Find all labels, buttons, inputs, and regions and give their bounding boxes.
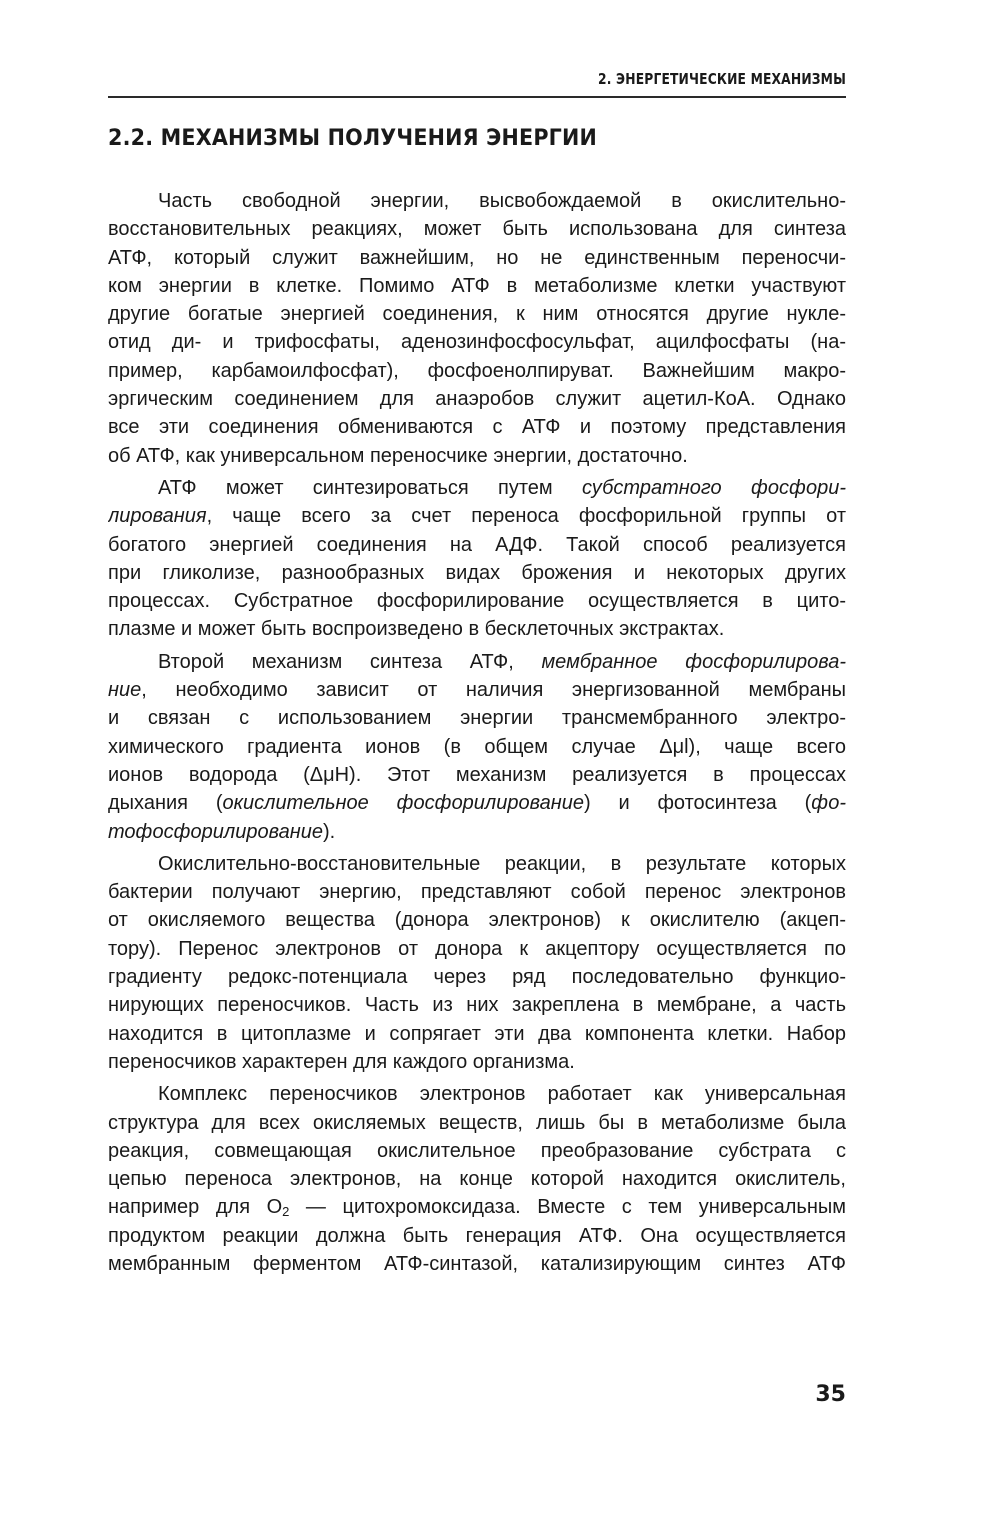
text-line: и связан с использованием энергии трансмембранного электро- (108, 707, 846, 730)
text-line: цепью переноса электронов, на конце которой находится окислитель, (108, 1168, 846, 1191)
text-line: восстановительных реакциях, может быть использована для синтеза (108, 218, 846, 241)
text-line: отид ди- и трифосфаты, аденозинфосфосульфат, ацилфосфаты (на- (108, 331, 846, 354)
text-line: все эти соединения обмениваются с АТФ и поэтому представления (108, 416, 846, 439)
text-line: Окислительно-восстановительные реакции, в результате которых (158, 852, 846, 875)
text-line: химического градиента ионов (в общем случае Δμl), чаще всего (108, 735, 846, 758)
text-line: находится в цитоплазме и сопрягает эти два компонента клетки. Набор (108, 1022, 846, 1045)
italic-term: тофосфорилирование (108, 820, 323, 843)
text-line: структура для всех окисляемых веществ, лишь бы в метаболизме была (108, 1111, 846, 1134)
text-line: тофосфорилирование). (108, 820, 336, 843)
text-line: Второй механизм синтеза АТФ, мембранное фосфорилирова- (158, 650, 846, 673)
text-line: лирования, чаще всего за счет переноса фосфорильной группы от (108, 505, 846, 528)
text-line: при гликолизе, разнообразных видах брожения и некоторых других (108, 561, 846, 584)
italic-term: ние (108, 679, 142, 702)
italic-term: окислительное фосфорилирование (222, 792, 584, 815)
text-line: например для $O_2$ — цитохромоксидаза. Вместе с тем универсальным (108, 1196, 846, 1220)
text-line: процессах. Субстратное фосфорилирование осуществляется в цито- (108, 590, 846, 613)
text-line: Комплекс переносчиков электронов работает как универсальная (158, 1083, 846, 1106)
body-text (108, 187, 846, 1278)
text-line: тору). Перенос электронов от донора к акцептору осуществляется по (108, 937, 846, 960)
text-line: нирующих переносчиков. Часть из них закреплена в мембране, а часть (108, 994, 846, 1017)
text-line: от окисляемого вещества (донора электронов) к окислителю (акцеп- (108, 909, 846, 932)
page-number: 35 (815, 1382, 846, 1407)
text-line: АТФ, который служит важнейшим, но не единственным переносчи- (108, 246, 846, 269)
text-line: переносчиков характерен для каждого организма. (108, 1050, 575, 1073)
text-line: ком энергии в клетке. Помимо АТФ в метаболизме клетки участвуют (108, 274, 846, 297)
text-line: реакция, совмещающая окислительное преобразование субстрата с (108, 1139, 846, 1162)
italic-term: субстратного фосфори- (581, 476, 846, 499)
text-line: АТФ может синтезироваться путем субстратного фосфори- (158, 476, 846, 499)
text-line: богатого энергией соединения на АДФ. Такой способ реализуется (108, 533, 846, 556)
text-line: Часть свободной энергии, высвобождаемой в окислительно- (158, 190, 846, 212)
italic-term: лирования (108, 505, 207, 528)
text-line: градиенту редокс-потенциала через ряд последовательно функцио- (108, 966, 846, 989)
text-line: продуктом реакции должна быть генерация АТФ. Она осуществляется (108, 1224, 846, 1247)
text-line: ние, необходимо зависит от наличия энергизованной мембраны (108, 679, 846, 702)
text-line: об АТФ, как универсальном переносчике энергии, достаточно. (108, 444, 688, 467)
subscript: 2 (282, 1204, 290, 1220)
header-rule (108, 96, 846, 98)
text-line: ионов водорода (ΔμH). Этот механизм реализуется в процессах (108, 763, 846, 786)
section-title: 2.2. МЕХАНИЗМЫ ПОЛУЧЕНИЯ ЭНЕРГИИ (108, 126, 598, 151)
text-line: плазме и может быть воспроизведено в бесклеточных экстрактах. (108, 618, 725, 641)
text-line: мембранным ферментом АТФ-синтазой, катализирующим синтез АТФ (108, 1252, 846, 1275)
text-line: эргическим соединением для анаэробов служит ацетил-КоА. Однако (108, 388, 846, 411)
italic-term: мембранное фосфорилирова- (541, 650, 846, 673)
text-line: другие богатые энергией соединения, к ним относятся другие нукле- (108, 303, 846, 326)
running-head: 2. ЭНЕРГЕТИЧЕСКИЕ МЕХАНИЗМЫ (598, 70, 846, 88)
italic-term: фо- (811, 792, 846, 815)
text-line: бактерии получают энергию, представляют собой перенос электронов (108, 881, 846, 904)
text-line: дыхания (окислительное фосфорилирование) и фотосинтеза (фо- (108, 792, 846, 815)
text-line: пример, карбамоилфосфат), фосфоенолпируват. Важнейшим макро- (108, 359, 846, 382)
